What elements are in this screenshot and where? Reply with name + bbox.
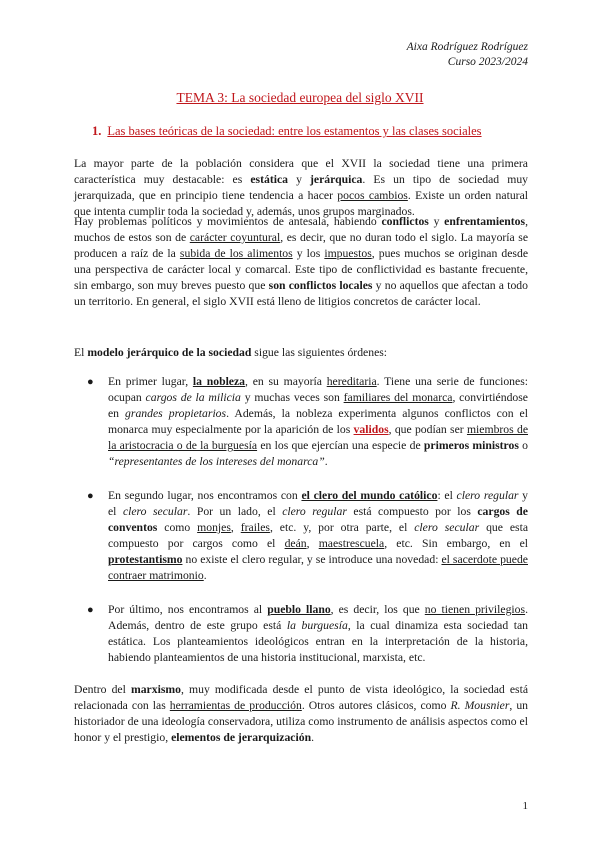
page-title: TEMA 3: La sociedad europea del siglo XVII [176, 90, 424, 105]
author-name: Aixa Rodríguez Rodríguez [406, 41, 528, 53]
section-number: 1. [92, 124, 102, 138]
course-year: Curso 2023/2024 [447, 56, 528, 68]
paragraph-4: Dentro del marxismo, muy modificada desde el punto de vista ideológico, la sociedad está relacionada con las herramientas de producción. Otros autores clásicos, como R. Mousnier, un historiador de una ideología conservadora, utiliza como instrumento de análisis aspectos como el honor y el prestigio, elementos de jerarquización. [74, 683, 529, 744]
paragraph-3: El modelo jerárquico de la sociedad sigue las siguientes órdenes: [74, 346, 388, 359]
document-header [407, 40, 528, 70]
list-item-pueblo-llano: ● Por último, nos encontramos al pueblo llano, es decir, los que no tienen privilegios. Además, dentro de este grupo está la burguesía, la cual dinamiza esta sociedad tan estática. Los planteamientos ideológicos entran en la interpretación de la historia, habiendo planteamientos de una historia institucional, marxista, etc. [87, 603, 528, 664]
bullet-icon: ● [87, 490, 94, 502]
bullet-icon: ● [87, 376, 94, 388]
section-title: Las bases teóricas de la sociedad: entre los estamentos y las clases sociales [107, 124, 482, 138]
list-item-clero: ● En segundo lugar, nos encontramos con el clero del mundo católico: el clero regular y el clero secular. Por un lado, el clero regular está compuesto por los cargos de conventos como monjes, frailes, etc. y, por otra parte, el clero secular que esta compuesto por cargos como el deán, maestrescuela, etc. Sin embargo, en el protestantismo no existe el clero regular, y se introduce una novedad: el sacerdote puede contraer matrimonio. [87, 489, 529, 582]
paragraph-2: Hay problemas políticos y movimientos de antesala, habiendo conflictos y enfrentamientos, muchos de estos son de carácter coyuntural, es decir, que no duran todo el siglo. La mayoría se producen a raíz de la subida de los alimentos y los impuestos, pues muchos se originan desde una perspectiva de carácter local y comarcal. Este tipo de conflictividad es bastante frecuente, sin embargo, son muy breves puesto que son conflictos locales y no aquellos que afectan a todo un territorio. En general, el siglo XVII está lleno de litigios concretos de carácter local. [74, 215, 529, 308]
section-heading [92, 124, 540, 139]
bullet-icon: ● [87, 604, 94, 616]
page-number: 1 [522, 800, 528, 812]
paragraph-1: La mayor parte de la población considera que el XVII la sociedad tiene una primera característica muy destacable: es estática y jerárquica. Es un tipo de sociedad muy jerarquizada, que en principio tiene tendencia a hacer pocos cambios. Existe un orden natural que intenta cumplir toda la sociedad y, además, unos grupos marginados. [74, 157, 529, 218]
list-item-nobleza: ● En primer lugar, la nobleza, en su mayoría hereditaria. Tiene una serie de funciones: ocupan cargos de la milicia y muchas veces son familiares del monarca, convirtiéndose en grandes propietarios. Además, la nobleza experimenta algunos conflictos con el monarca muy especialmente por la aparición de los validos, que podían ser miembros de la aristocracia o de la burguesía en los que ejercían una especie de primeros ministros o “representantes de los intereses del monarca”. [87, 375, 529, 468]
